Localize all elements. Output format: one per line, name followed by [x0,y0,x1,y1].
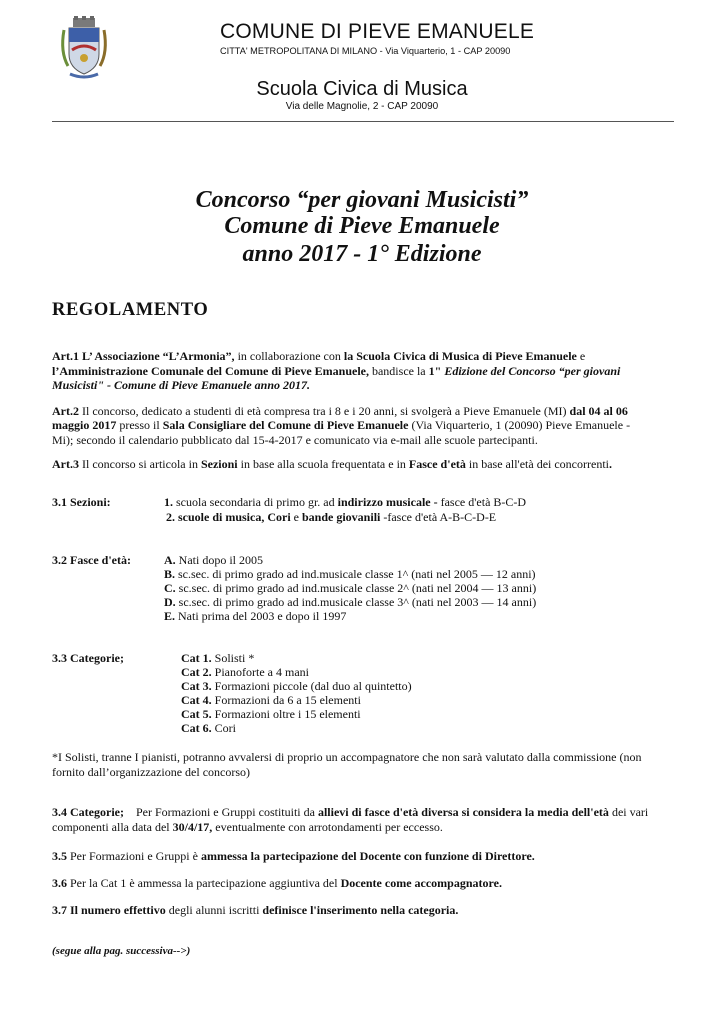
art3-line: Art.3 Il concorso si articola in Sezioni in base alla scuola frequentata e in Fasce d'età in base all'età dei concorrenti. [52,457,612,471]
art2-line-2: maggio 2017 presso il Sala Consigliare del Comune di Pieve Emanuele (Via Viquarterio, 1 (20090) Pieve Emanuele - [52,418,631,432]
categoria-item-4: Cat 4. Formazioni da 6 a 15 elementi [181,693,361,707]
categoria-item-5: Cat 5. Formazioni oltre i 15 elementi [181,707,361,721]
p37-line: 3.7 Il numero effettivo degli alunni iscritti definisce l'inserimento nella categoria. [52,903,459,917]
municipality-name: COMUNE DI PIEVE EMANUELE [220,20,535,43]
p34-line-2: componenti alla data del 30/4/17, eventualmente con arrotondamenti per eccesso. [52,820,443,834]
fascia-item-b: B. sc.sec. di primo grado ad ind.musicale classe 1^ (nati nel 2005 — 12 anni) [164,567,536,581]
continued-note: (segue alla pag. successiva-->) [52,945,191,957]
sezioni-item-2: 2. scuole di musica, Cori e bande giovanili -fasce d'età A-B-C-D-E [166,510,497,524]
categoria-item-1: Cat 1. Solisti * [181,651,255,665]
school-name: Scuola Civica di Musica [256,78,468,100]
categoria-item-3: Cat 3. Formazioni piccole (dal duo al quintetto) [181,679,412,693]
art1-line-2: l’Amministrazione Comunale del Comune di Pieve Emanuele, bandisce la 1" Edizione del Concorso “per giovani [52,364,621,378]
categoria-item-6: Cat 6. Cori [181,721,237,735]
header-divider [52,121,674,122]
art2-line-3: Mi); secondo il calendario pubblicato dal 15-4-2017 e comunicato via e-mail alle scuole partecipanti. [52,433,538,447]
p36-line: 3.6 Per la Cat 1 è ammessa la partecipazione aggiuntiva del Docente come accompagnatore. [52,876,502,890]
art2-line-1: Art.2 Il concorso, dedicato a studenti di età compresa tra i 8 e i 20 anni, si svolgerà a Pieve Emanuele (MI) dal 04 al 06 [52,404,628,418]
title-line-1: Concorso “per giovani Musicisti” [195,187,529,213]
note-line-2: fornito dall’organizzazione del concorso) [52,765,251,779]
art1-line-3: Musicisti" - Comune di Pieve Emanuele anno 2017. [52,378,311,392]
fascia-item-e: E. Nati prima del 2003 e dopo il 1997 [164,609,347,623]
sezioni-label: 3.1 Sezioni: [52,495,111,509]
fascia-item-c: C. sc.sec. di primo grado ad ind.musicale classe 2^ (nati nel 2004 — 13 anni) [164,581,537,595]
categoria-item-2: Cat 2. Pianoforte a 4 mani [181,665,309,679]
fascia-item-a: A. Nati dopo il 2005 [164,553,263,567]
p34-line-1: 3.4 Categorie; Per Formazioni e Gruppi costituiti da allievi di fasce d'età diversa si considera la media dell'età dei vari [52,805,649,819]
sezioni-item-1: 1. scuola secondaria di primo gr. ad indirizzo musicale - fasce d'età B-C-D [164,495,527,509]
p35-line: 3.5 Per Formazioni e Gruppi è ammessa la partecipazione del Docente con funzione di Direttore. [52,849,535,863]
school-address: Via delle Magnolie, 2 - CAP 20090 [285,101,439,112]
fascia-item-d: D. sc.sec. di primo grado ad ind.musicale classe 3^ (nati nel 2003 — 14 anni) [164,595,537,609]
section-heading: REGOLAMENTO [52,300,209,320]
categorie-label: 3.3 Categorie; [52,651,124,665]
fasce-label: 3.2 Fasce d'età: [52,553,131,567]
note-line-1: *I Solisti, tranne I pianisti, potranno avvalersi di proprio un accompagnatore che non sarà valutato dalla commissione (non [52,750,642,764]
art1-line-1: Art.1 L’ Associazione “L’Armonia”, in collaborazione con la Scuola Civica di Musica di Pieve Emanuele e [52,349,586,363]
municipality-address: CITTA' METROPOLITANA DI MILANO - Via Viquarterio, 1 - CAP 20090 [220,46,511,56]
title-line-2: Comune di Pieve Emanuele [224,213,500,239]
title-line-3: anno 2017 - 1° Edizione [242,241,482,267]
municipal-crest-icon [56,16,112,82]
